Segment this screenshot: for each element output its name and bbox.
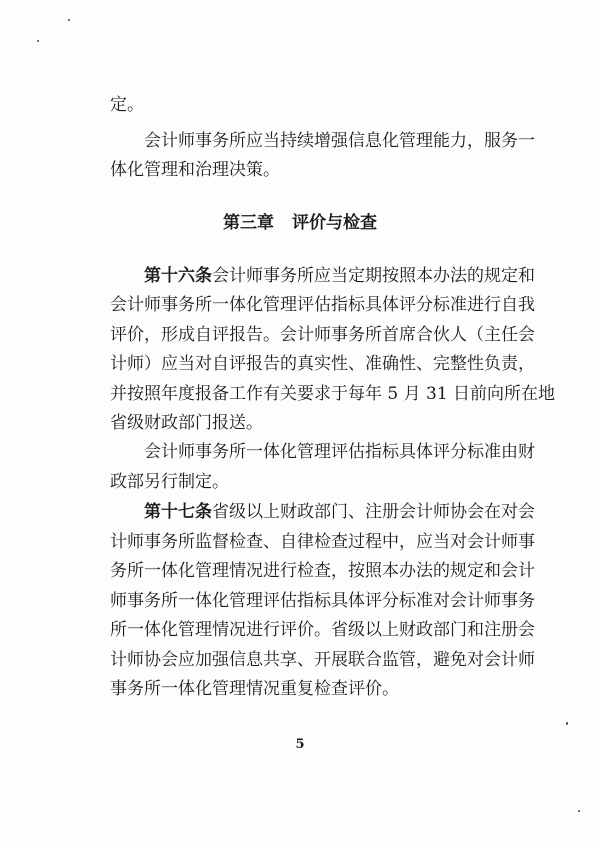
chapter-title: 评价与检查: [292, 213, 377, 233]
body-line: 体化管理和治理决策。: [110, 160, 280, 180]
body-line: 省级财政部门报送。: [110, 413, 263, 433]
article-label: 第十六条: [144, 266, 212, 286]
scan-speck: [68, 19, 70, 21]
article-first-line: [144, 265, 535, 287]
body-line: 定。: [110, 95, 144, 115]
body-line: 会计师事务所一体化管理评估指标具体评分标准进行自我: [110, 295, 535, 315]
scan-speck: [578, 810, 580, 812]
scan-speck: [566, 722, 568, 725]
article-first-line: [144, 501, 535, 523]
scan-speck: [37, 40, 39, 42]
body-line: 务所一体化管理情况进行检查，按照本办法的规定和会计: [110, 561, 535, 581]
chapter-heading: [0, 212, 600, 234]
article-text: 会计师事务所应当定期按照本办法的规定和: [212, 266, 535, 286]
article-text: 省级以上财政部门、注册会计师协会在对会: [212, 502, 535, 522]
body-line: 师事务所一体化管理评估指标具体评分标准对会计师事务: [110, 591, 535, 611]
body-line: 会计师事务所应当持续增强信息化管理能力，服务一: [144, 131, 535, 151]
article-label: 第十七条: [144, 502, 212, 522]
body-line: 所一体化管理情况进行评价。省级以上财政部门和注册会: [110, 620, 535, 640]
body-line: 政部另行制定。: [110, 472, 229, 492]
body-line: 计师协会应加强信息共享、开展联合监管，避免对会计师: [110, 650, 535, 670]
body-line: 计师事务所监督检查、自律检查过程中，应当对会计师事: [110, 532, 535, 552]
body-line: 并按照年度报备工作有关要求于每年 5 月 31 日前向所在地: [110, 384, 556, 404]
page-number: 5: [295, 737, 305, 752]
body-line: 评价，形成自评报告。会计师事务所首席合伙人（主任会: [110, 325, 535, 345]
chapter-number: 第三章: [223, 213, 274, 233]
body-line: 计师）应当对自评报告的真实性、准确性、完整性负责，: [110, 354, 535, 374]
body-line: 会计师事务所一体化管理评估指标具体评分标准由财: [144, 442, 535, 462]
body-line: 事务所一体化管理情况重复检查评价。: [110, 679, 399, 699]
